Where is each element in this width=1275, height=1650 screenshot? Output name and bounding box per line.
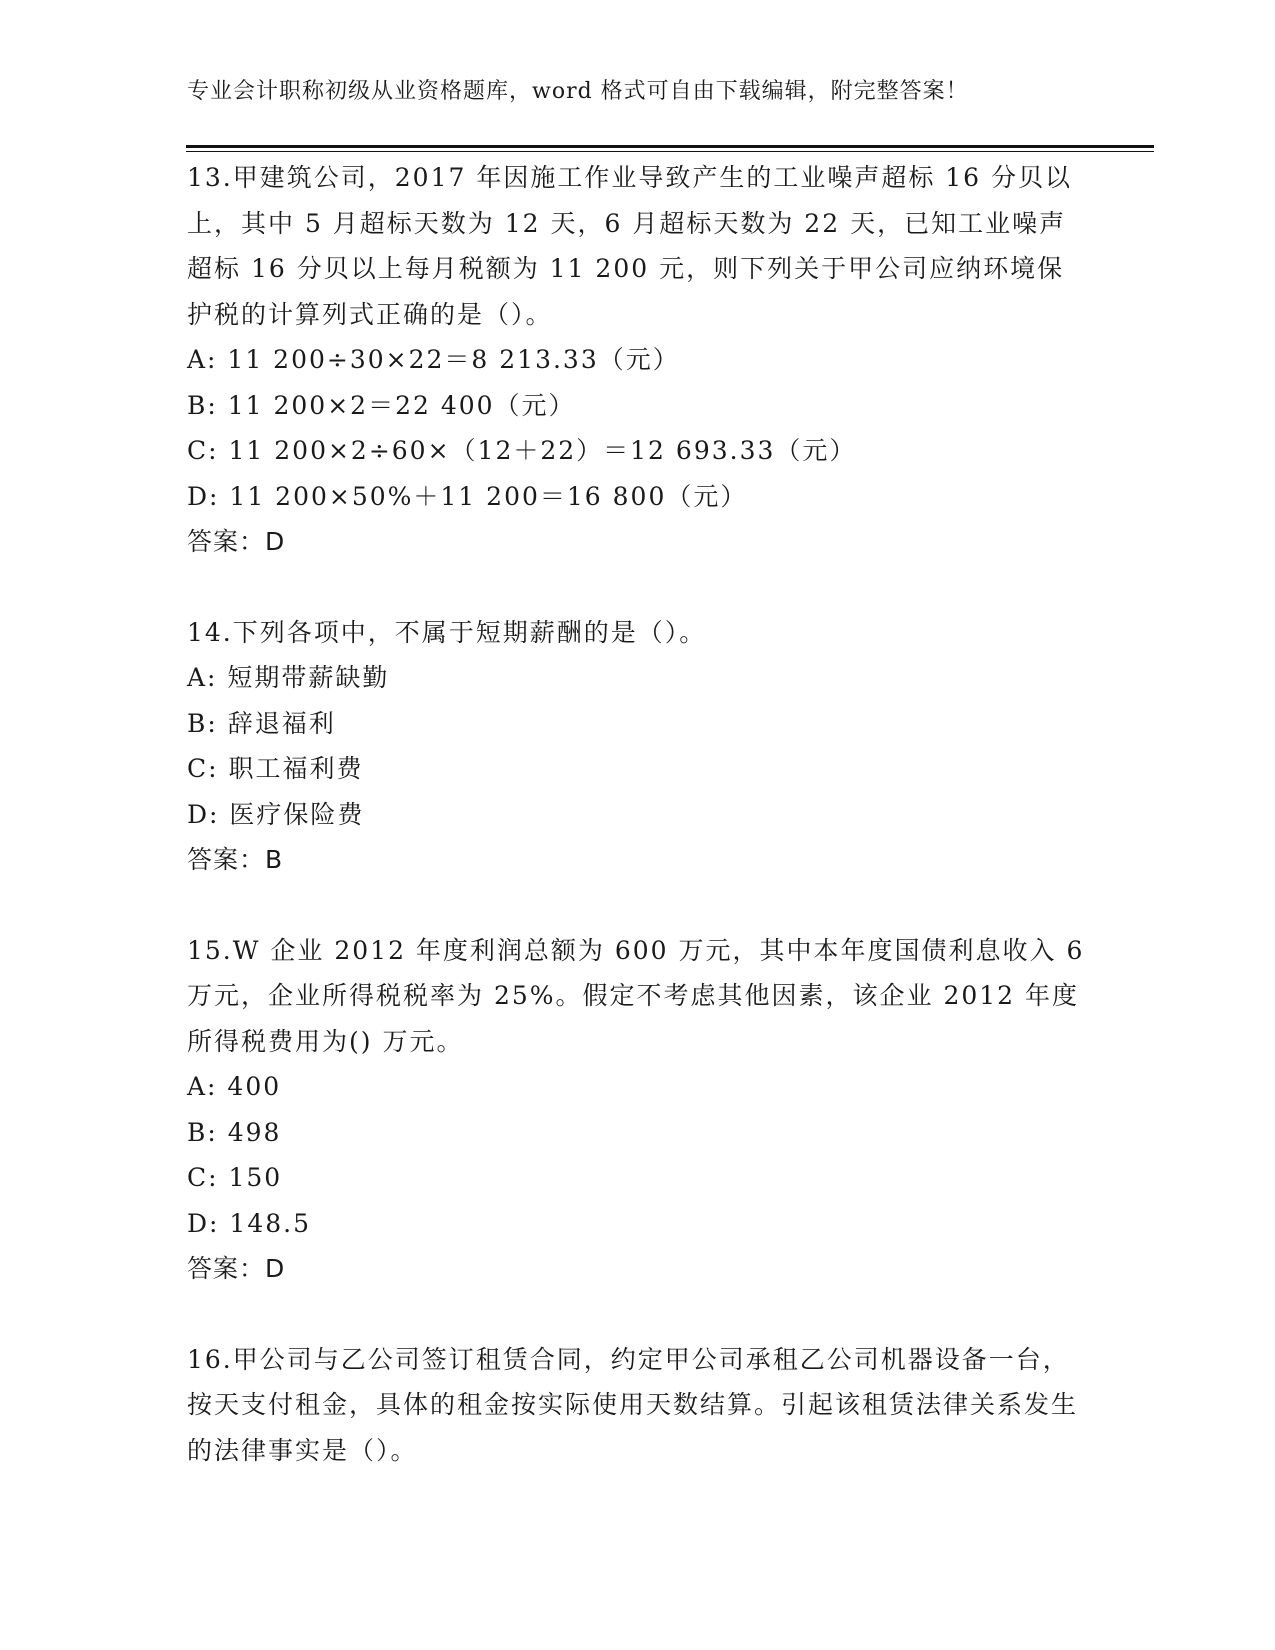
question-list bbox=[187, 155, 1087, 1473]
option-c: C: 11 200×2÷60×（12＋22）＝12 693.33（元） bbox=[187, 436, 857, 465]
question-14 bbox=[187, 610, 1087, 883]
option-a: A: 短期带薪缺勤 bbox=[187, 663, 390, 692]
question-stem: 15.W 企业 2012 年度利润总额为 600 万元，其中本年度国债利息收入 6 万元，企业所得税税率为 25%。假定不考虑其他因素，该企业 2012 年度所得税费用为() 万元。 bbox=[187, 935, 1085, 1056]
answer: 答案：D bbox=[187, 1254, 286, 1283]
question-stem: 16.甲公司与乙公司签订租赁合同，约定甲公司承租乙公司机器设备一台，按天支付租金，具体的租金按实际使用天数结算。引起该租赁法律关系发生的法律事实是（）。 bbox=[187, 1344, 1079, 1465]
question-13 bbox=[187, 155, 1087, 565]
option-d: D: 148.5 bbox=[187, 1208, 311, 1238]
header-rule-thin bbox=[186, 151, 1154, 152]
answer: 答案：B bbox=[187, 845, 284, 874]
question-gap bbox=[187, 565, 1087, 610]
question-stem: 14.下列各项中，不属于短期薪酬的是（）。 bbox=[187, 617, 707, 647]
question-stem: 13.甲建筑公司，2017 年因施工作业导致产生的工业噪声超标 16 分贝以上，其中 5 月超标天数为 12 天，6 月超标天数为 22 天，已知工业噪声超标 16 分贝以上每月税额为 11 200 元，则下列关于甲公司应纳环境保护税的计算列式正确的是（）。 bbox=[187, 163, 1073, 329]
option-c: C: 150 bbox=[187, 1163, 283, 1192]
page-header: 专业会计职称初级从业资格题库，word 格式可自由下载编辑，附完整答案！ bbox=[187, 79, 969, 104]
header-rule-thick bbox=[186, 145, 1154, 148]
option-d: D: 医疗保险费 bbox=[187, 799, 365, 829]
option-d: D: 11 200×50%＋11 200＝16 800（元） bbox=[187, 481, 748, 511]
option-a: A: 400 bbox=[187, 1072, 282, 1101]
answer: 答案：D bbox=[187, 527, 286, 556]
option-c: C: 职工福利费 bbox=[187, 754, 364, 783]
option-b: B: 498 bbox=[187, 1117, 282, 1147]
option-b: B: 11 200×2＝22 400（元） bbox=[187, 390, 576, 420]
question-15 bbox=[187, 928, 1087, 1292]
option-a: A: 11 200÷30×22＝8 213.33（元） bbox=[187, 345, 680, 374]
question-gap bbox=[187, 1292, 1087, 1337]
question-gap bbox=[187, 883, 1087, 928]
question-16 bbox=[187, 1337, 1087, 1474]
option-b: B: 辞退福利 bbox=[187, 708, 336, 738]
